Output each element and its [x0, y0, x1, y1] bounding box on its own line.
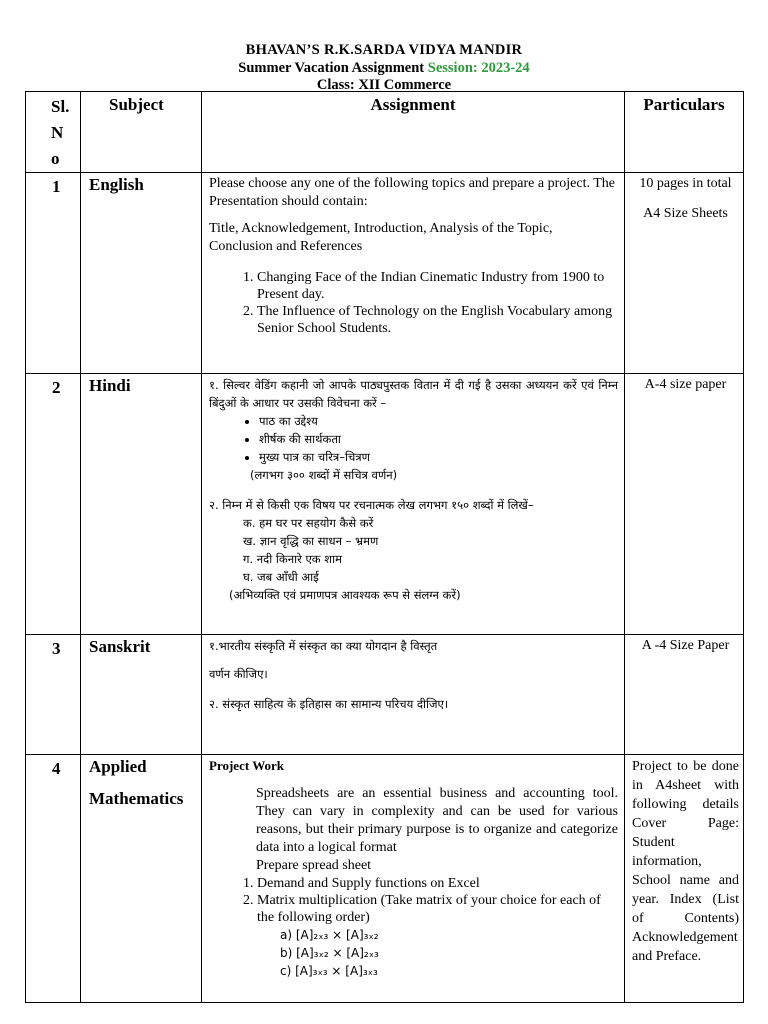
table-row — [26, 755, 744, 1003]
list-item: 2. The Influence of Technology on the English Vocabulary among Senior School Students. — [257, 303, 618, 337]
sanskrit-q1: १.भारतीय संस्कृति में संस्कृत का क्या योगदान है विस्तृत — [209, 639, 438, 653]
row-assignment — [202, 755, 625, 1003]
session-label: Session: 2023-24 — [427, 60, 530, 76]
hindi-option: क. हम घर पर सहयोग कैसे करें — [243, 516, 374, 530]
list-item: 1. Changing Face of the Indian Cinematic Industry from 1900 to Present day. — [257, 269, 618, 303]
hindi-option: घ. जब आँधी आई — [243, 570, 319, 584]
english-contents: Title, Acknowledgement, Introduction, Analysis of the Topic, Conclusion and References — [209, 221, 553, 254]
table-row — [26, 374, 744, 635]
row-assignment — [202, 635, 625, 755]
subject-line: Mathematics — [89, 789, 184, 808]
row-sl: 2 — [26, 374, 81, 635]
header-assignment: Assignment — [202, 92, 625, 173]
hindi-option: ख. ज्ञान वृद्धि का साधन – भ्रमण — [243, 534, 379, 548]
row-particulars — [625, 173, 744, 374]
matrix-item: c) [A]₃ₓ₃ × [A]₃ₓ₃ — [280, 964, 378, 978]
hindi-q1: १. सिल्वर वेडिंग कहानी जो आपके पाठ्यपुस्तक वितान में दी गई है उसका अध्ययन करें एवं निम्न बिंदुओं के आधार पर उसकी विवेचना करें – — [209, 378, 618, 410]
particulars-line: A4 Size Sheets — [643, 206, 728, 221]
list-item: • मुख्य पात्र का चरित्र–चित्रण — [259, 448, 618, 466]
row-particulars: A-4 size paper — [625, 374, 744, 635]
sanskrit-q2: २. संस्कृत साहित्य के इतिहास का सामान्य परिचय दीजिए। — [209, 697, 449, 711]
particulars-line: 10 pages in total — [639, 176, 732, 191]
assignment-title-line — [0, 60, 768, 77]
row-subject: Hindi — [81, 374, 202, 635]
list-item: 1. Demand and Supply functions on Excel — [257, 875, 618, 892]
table-row — [26, 635, 744, 755]
hindi-option: ग. नदी किनारे एक शाम — [243, 552, 342, 566]
assignment-title: Summer Vacation Assignment — [238, 60, 425, 76]
table-header-row — [26, 92, 744, 173]
assignment-table — [25, 91, 744, 1003]
row-sl: 1 — [26, 173, 81, 374]
row-assignment — [202, 173, 625, 374]
row-subject: English — [81, 173, 202, 374]
hindi-bullets — [209, 412, 618, 466]
list-item: • पाठ का उद्देश्य — [259, 412, 618, 430]
row-particulars: A -4 Size Paper — [625, 635, 744, 755]
project-heading: Project Work — [209, 758, 284, 773]
subject-line: Applied — [89, 757, 147, 776]
header-sl: Sl. N o — [26, 92, 81, 173]
row-assignment — [202, 374, 625, 635]
matrix-item: a) [A]₂ₓ₃ × [A]₃ₓ₂ — [280, 928, 379, 942]
row-subject: Sanskrit — [81, 635, 202, 755]
header-subject: Subject — [81, 92, 202, 173]
class-label: Class: XII Commerce — [316, 77, 452, 93]
english-intro: Please choose any one of the following topics and prepare a project. The Presentation should contain: — [209, 176, 615, 209]
list-item: • शीर्षक की सार्थकता — [259, 430, 618, 448]
row-sl: 4 — [26, 755, 81, 1003]
prepare-label: Prepare spread sheet — [256, 858, 372, 873]
row-subject — [81, 755, 202, 1003]
hindi-bullet-note: (लगभग ३०० शब्दों में सचित्र वर्णन) — [250, 468, 398, 482]
list-item: 2. Matrix multiplication (Take matrix of your choice for each of the following order) — [257, 892, 618, 926]
header-particulars: Particulars — [625, 92, 744, 173]
hindi-q2: २. निम्न में से किसी एक विषय पर रचनात्मक लेख लगभग १५० शब्दों में लिखें– — [209, 498, 534, 512]
school-name: BHAVAN’S R.K.SARDA VIDYA MANDIR — [245, 42, 523, 58]
math-items — [209, 875, 618, 926]
math-paragraph: Spreadsheets are an essential business and accounting tool. They can vary in complexity and can be used for various reasons, but their primary purpose is to organize and categorize data into a logical format — [256, 786, 618, 855]
row-particulars: Project to be done in A4sheet with following details Cover Page: Student information, School name and year. Index (List of Contents) Acknowledgement and Preface. — [625, 755, 744, 1003]
hindi-q2-note: (अभिव्यक्ति एवं प्रमाणपत्र आवश्यक रूप से संलग्न करें) — [229, 588, 461, 602]
matrix-item: b) [A]₃ₓ₂ × [A]₂ₓ₃ — [280, 946, 379, 960]
english-topics — [209, 269, 618, 337]
row-sl: 3 — [26, 635, 81, 755]
table-row — [26, 173, 744, 374]
sanskrit-q1-cont: वर्णन कीजिए। — [209, 667, 268, 681]
